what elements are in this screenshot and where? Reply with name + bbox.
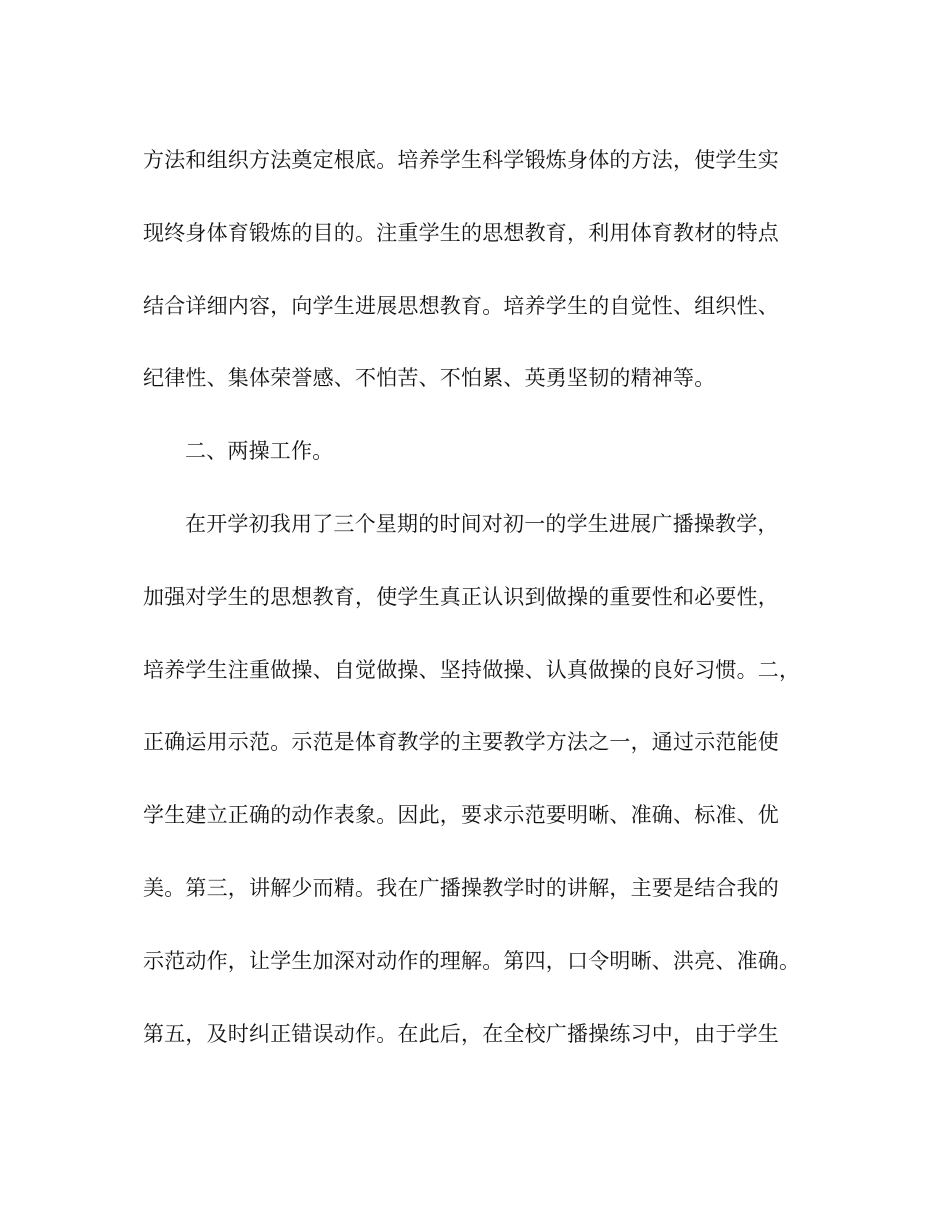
text-line: 方法和组织方法奠定根底。培养学生科学锻炼身体的方法，使学生实 (143, 148, 779, 172)
text-line: 学生建立正确的动作表象。因此，要求示范要明晰、准确、标准、优 (143, 803, 779, 828)
text-line: 纪律性、集体荣誉感、不怕苦、不怕累、英勇坚韧的精神等。 (143, 366, 716, 391)
text-line: 现终身体育锻炼的目的。注重学生的思想教育，利用体育教材的特点 (143, 220, 779, 245)
section-heading: 二、两操工作。 (185, 439, 334, 464)
text-line: 结合详细内容，向学生进展思想教育。培养学生的自觉性、组织性、 (143, 293, 779, 318)
text-line: 培养学生注重做操、自觉做操、坚持做操、认真做操的良好习惯。二， (143, 657, 801, 682)
text-line: 第五，及时纠正错误动作。在此后，在全校广播操练习中，由于学生 (143, 1021, 779, 1046)
text-line: 示范动作，让学生加深对动作的理解。第四，口令明晰、洪亮、准确。 (143, 948, 801, 973)
text-line: 美。第三，讲解少而精。我在广播操教学时的讲解，主要是结合我的 (143, 875, 779, 900)
text-line: 正确运用示范。示范是体育教学的主要教学方法之一，通过示范能使 (143, 730, 779, 755)
paragraph-start-line: 在开学初我用了三个星期的时间对初一的学生进展广播操教学， (185, 511, 779, 536)
document-body (143, 140, 808, 1086)
text-line: 加强对学生的思想教育，使学生真正认识到做操的重要性和必要性， (143, 584, 779, 609)
